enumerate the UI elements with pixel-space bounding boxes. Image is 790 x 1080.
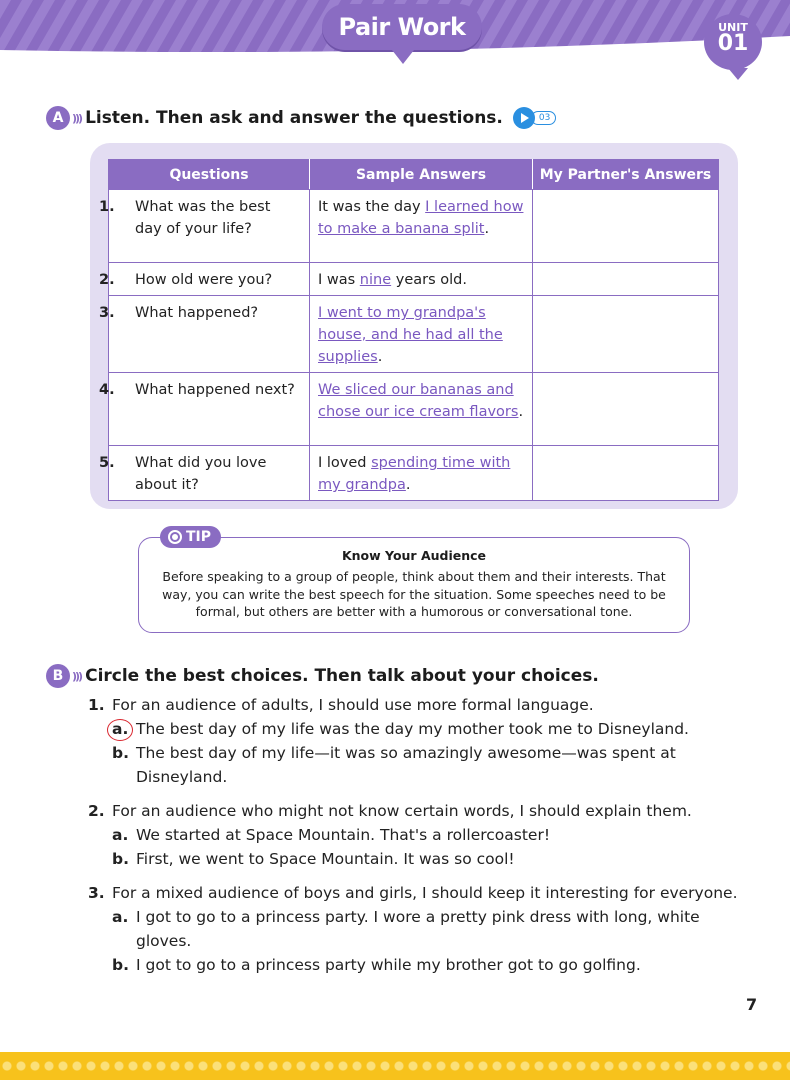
section-b-instruction: Circle the best choices. Then talk about your choices.: [85, 666, 599, 686]
list-item: [88, 693, 748, 789]
option-text: We started at Space Mountain. That's a rollercoaster!: [136, 826, 551, 844]
item-number: 1.: [88, 696, 105, 714]
sample-answer-cell: [310, 446, 533, 501]
section-b-heading: [46, 664, 599, 688]
unit-badge: [704, 14, 762, 70]
item-number: 2.: [88, 802, 105, 820]
question-text: What did you love about it?: [135, 455, 267, 493]
table-row: [109, 296, 719, 373]
list-item: [88, 799, 748, 871]
partner-answer-cell[interactable]: [533, 446, 719, 501]
column-header: Sample Answers: [310, 160, 533, 190]
question-cell: [99, 446, 310, 501]
item-prompt: For an audience of adults, I should use more formal language.: [112, 696, 594, 714]
page-title-pill: [322, 4, 482, 50]
option-text: The best day of my life was the day my mother took me to Disneyland.: [136, 720, 689, 738]
partner-answer-cell[interactable]: [533, 190, 719, 263]
question-cell: [99, 296, 310, 373]
sample-answer-cell: [310, 263, 533, 296]
play-icon[interactable]: [513, 107, 535, 129]
question-text: What happened?: [135, 305, 259, 321]
tip-title: Know Your Audience: [341, 548, 487, 563]
sound-waves-icon: ))): [72, 669, 82, 683]
answer-text: .: [377, 349, 383, 365]
question-text: How old were you?: [135, 272, 273, 288]
option-text: I got to go to a princess party. I wore a pretty pink dress with long, white gloves.: [136, 908, 700, 950]
answer-text: .: [405, 477, 411, 493]
item-number: 3.: [88, 884, 105, 902]
page-title: Pair Work: [338, 13, 466, 41]
choice-option[interactable]: [112, 905, 748, 953]
answer-text: It was the day: [318, 199, 426, 215]
question-text: What was the best day of your life?: [135, 199, 271, 237]
option-label[interactable]: b.: [112, 850, 129, 868]
partner-answer-cell[interactable]: [533, 373, 719, 446]
choice-option[interactable]: [112, 847, 748, 871]
choice-option[interactable]: [112, 953, 748, 977]
partner-answer-cell[interactable]: [533, 296, 719, 373]
question-number: 5.: [99, 455, 115, 471]
table-row: [109, 190, 719, 263]
option-text: The best day of my life—it was so amazingly awesome—was spent at Disneyland.: [136, 744, 676, 786]
question-number: 1.: [99, 199, 115, 215]
answer-text: I was: [318, 272, 360, 288]
unit-number: 01: [717, 31, 749, 56]
list-item: [88, 881, 748, 977]
answer-underlined: I went to my grandpa's house, and he had all the supplies: [318, 305, 503, 365]
sample-answer-cell: [310, 190, 533, 263]
item-prompt: For a mixed audience of boys and girls, I should keep it interesting for everyone.: [112, 884, 738, 902]
unit-label: UNIT: [718, 21, 748, 34]
target-icon: [168, 530, 182, 544]
option-label[interactable]: b.: [112, 956, 129, 974]
answer-underlined: I learned how to make a banana split: [318, 199, 524, 237]
answer-text: I loved: [318, 455, 372, 471]
option-text: First, we went to Space Mountain. It was so cool!: [136, 850, 515, 868]
tip-tag: [160, 526, 221, 548]
question-number: 2.: [99, 272, 115, 288]
table-row: [109, 373, 719, 446]
sample-answer-cell: [310, 296, 533, 373]
option-label[interactable]: b.: [112, 744, 129, 762]
column-header: My Partner's Answers: [533, 160, 719, 190]
answer-text: .: [484, 221, 490, 237]
question-number: 3.: [99, 305, 115, 321]
audio-track-number: 03: [531, 111, 556, 125]
table-header-row: [109, 160, 719, 190]
partner-answer-cell[interactable]: [533, 263, 719, 296]
table-row: [109, 446, 719, 501]
tip-body: Before speaking to a group of people, think about them and their interests. That way, you can write the best speech for the situation. Some speeches need to be formal, but others are better with a humorous or conversational tone.: [162, 569, 666, 619]
footer-band: [0, 1052, 790, 1080]
option-label[interactable]: a.: [112, 908, 129, 926]
sound-waves-icon: ))): [72, 111, 82, 125]
audio-button[interactable]: [513, 107, 556, 129]
table-row: [109, 263, 719, 296]
answer-text: .: [518, 404, 524, 420]
option-text: I got to go to a princess party while my brother got to go golfing.: [136, 956, 641, 974]
question-cell: [99, 263, 310, 296]
section-a-letter: A: [46, 106, 70, 130]
answer-underlined: We sliced our bananas and chose our ice cream flavors: [318, 382, 519, 420]
answer-underlined: nine: [359, 272, 392, 288]
answer-underlined: spending time with my grandpa: [318, 455, 511, 493]
section-a-instruction: Listen. Then ask and answer the questions.: [85, 108, 503, 128]
sample-answer-cell: [310, 373, 533, 446]
column-header: Questions: [109, 160, 310, 190]
footer-dots: [0, 1060, 790, 1072]
section-b-letter: B: [46, 664, 70, 688]
page-number: 7: [746, 995, 758, 1014]
section-a-heading: [46, 106, 556, 130]
choice-option[interactable]: [112, 717, 748, 741]
option-label[interactable]: a.: [112, 826, 129, 844]
choices-list: [88, 693, 748, 987]
question-text: What happened next?: [135, 382, 295, 398]
tip-tag-label: TIP: [186, 529, 212, 545]
choice-option[interactable]: [112, 823, 748, 847]
questions-table: [99, 159, 719, 501]
item-prompt: For an audience who might not know certain words, I should explain them.: [112, 802, 692, 820]
answer-text: years old.: [391, 272, 467, 288]
question-cell: [99, 190, 310, 263]
question-cell: [99, 373, 310, 446]
option-label-circled[interactable]: a.: [112, 717, 136, 741]
question-number: 4.: [99, 382, 115, 398]
choice-option[interactable]: [112, 741, 748, 789]
